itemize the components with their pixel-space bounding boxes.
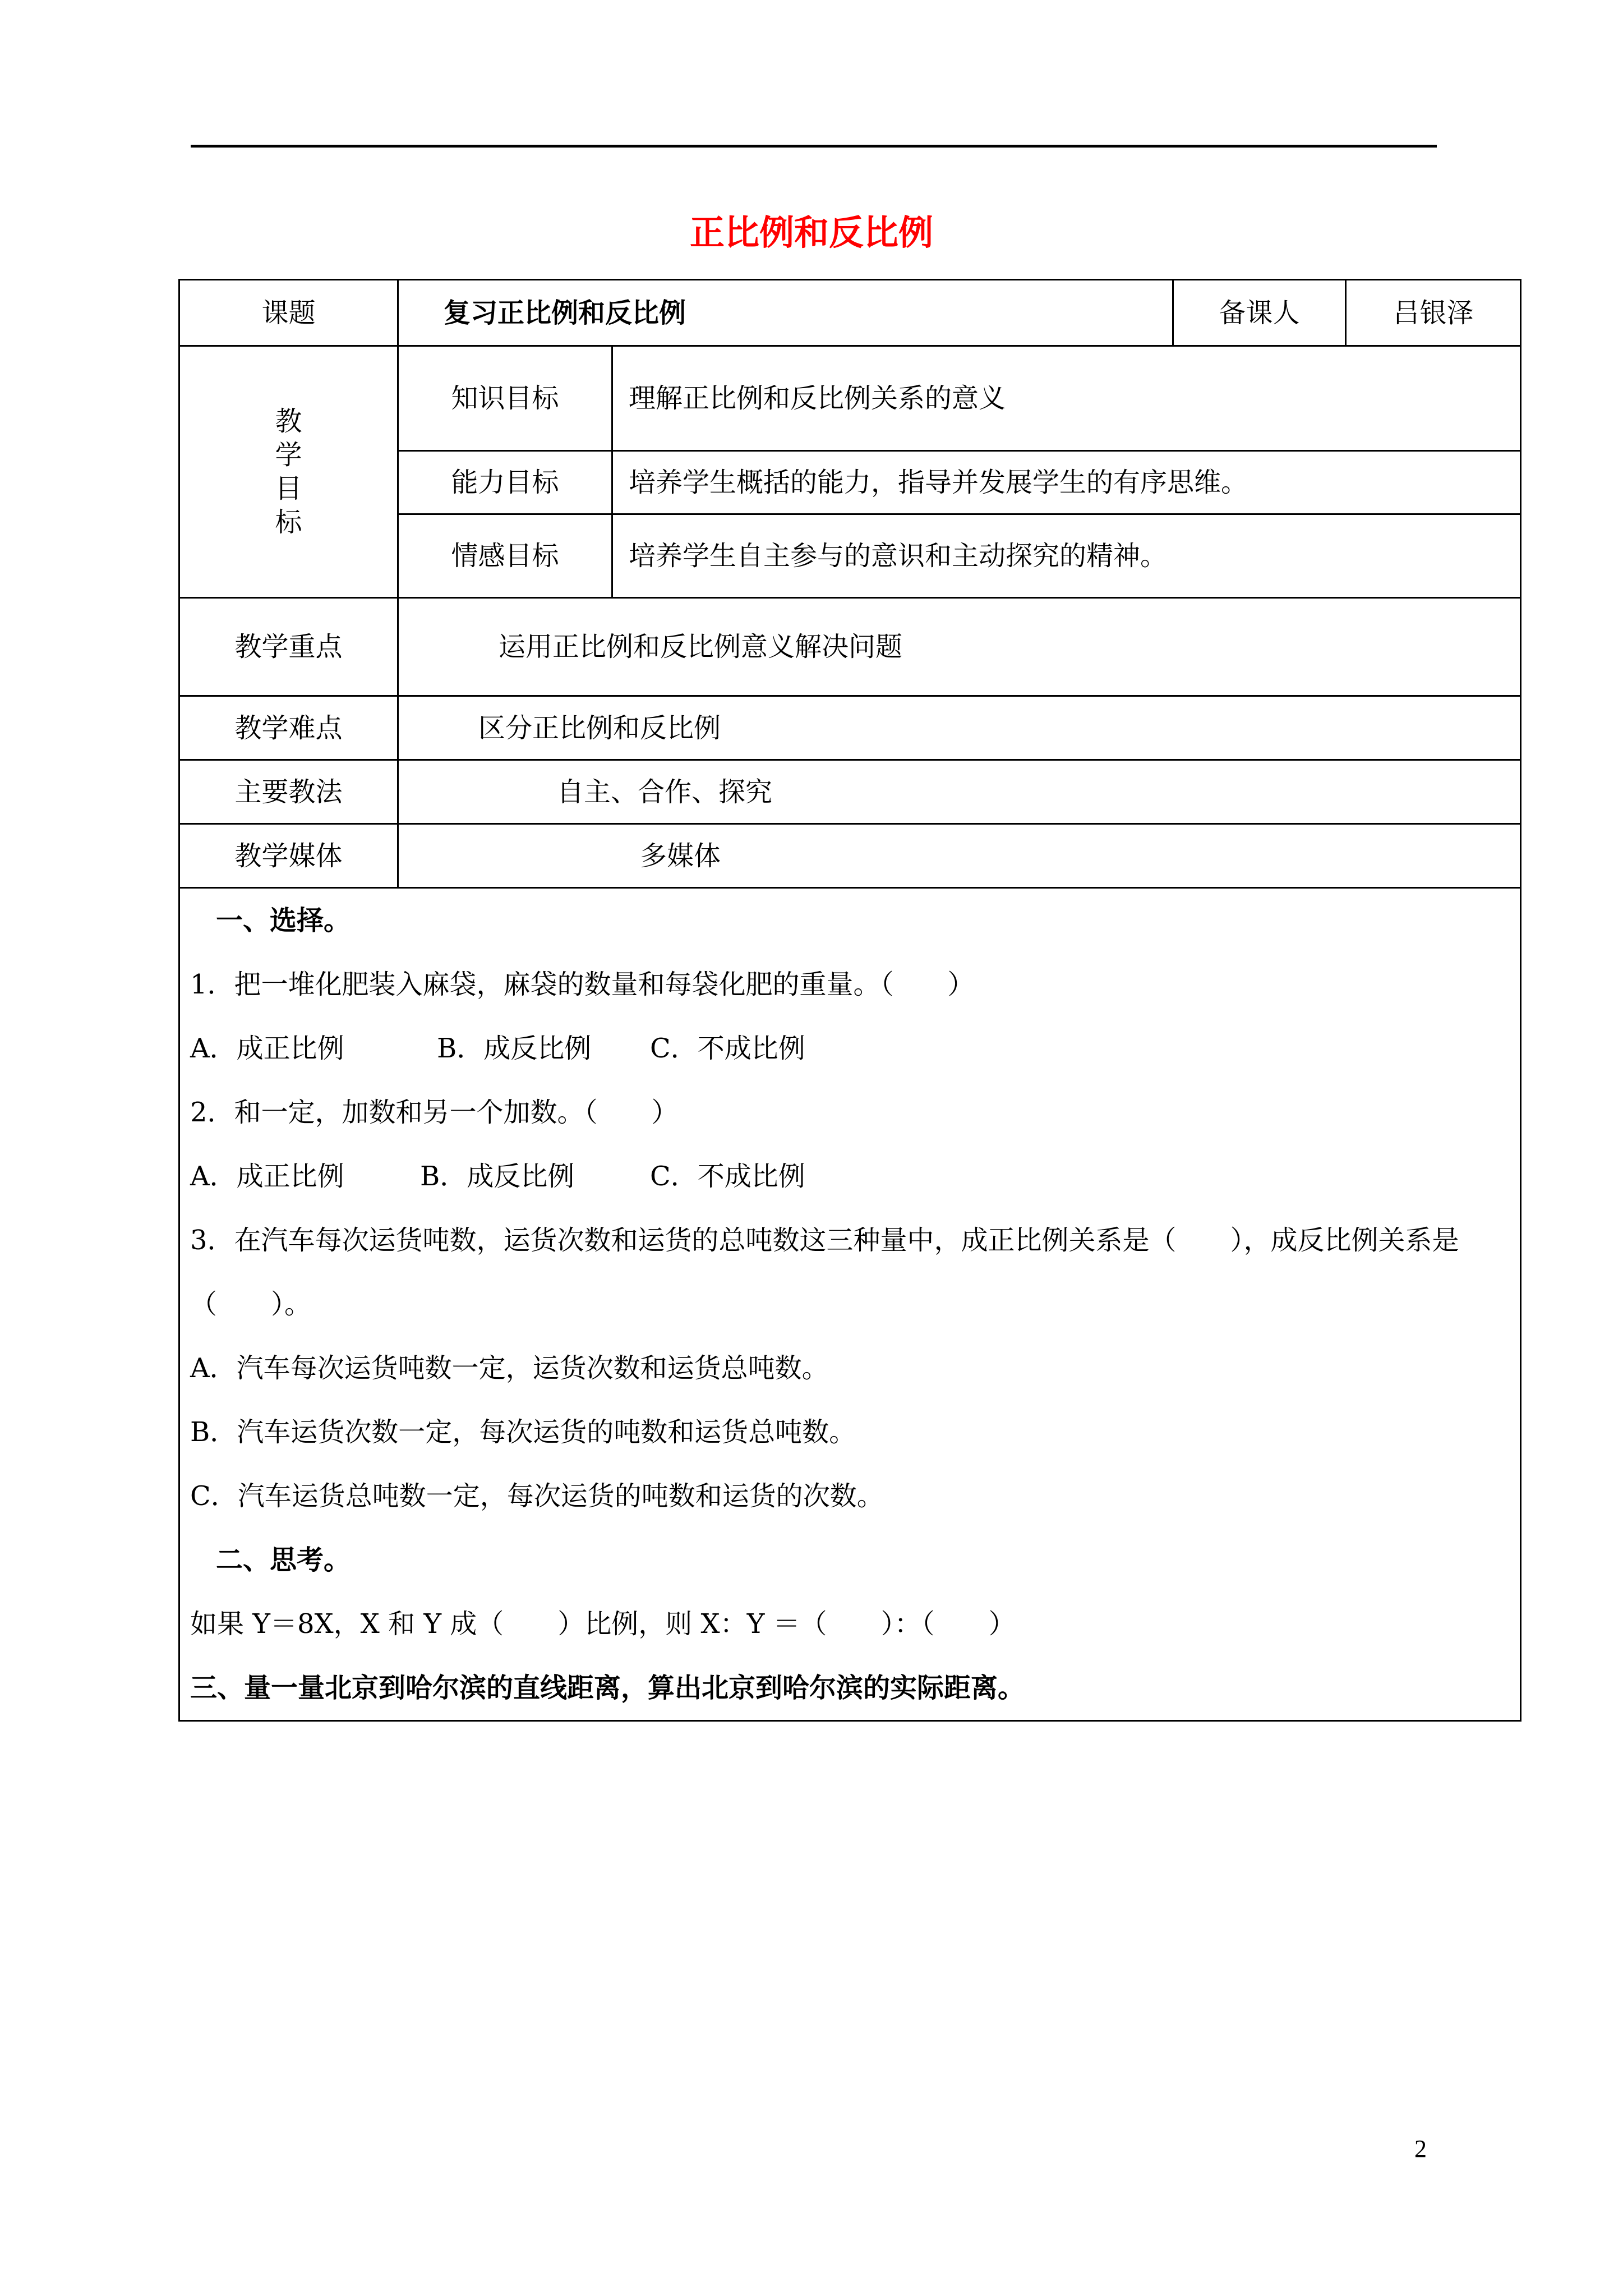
question-2: 2．和一定，加数和另一个加数。（ ） — [190, 1097, 679, 1128]
option: B．成反比例 — [437, 1033, 592, 1064]
question-1: 1．把一堆化肥装入麻袋，麻袋的数量和每袋化肥的重量。（ ） — [190, 969, 975, 1000]
goal-label: 能力目标 — [398, 451, 612, 514]
preparer-value: 吕银泽 — [1346, 280, 1521, 346]
method-label: 主要教法 — [179, 760, 398, 824]
preparer-label: 备课人 — [1173, 280, 1346, 346]
difficulty-value: 区分正比例和反比例 — [398, 696, 1521, 760]
option: A．成正比例 — [190, 1033, 344, 1064]
media-label: 教学媒体 — [179, 824, 398, 888]
question-2-options — [190, 1144, 1510, 1208]
page-number: 2 — [1414, 2135, 1427, 2162]
question-3-line-1: 3．在汽车每次运货吨数，运货次数和运货的总吨数这三种量中，成正比例关系是（ ），成反比例关系是 — [190, 1225, 1459, 1256]
question-1-options — [190, 1016, 1510, 1080]
header-rule — [191, 145, 1437, 148]
option: C．不成比例 — [650, 1033, 805, 1064]
option: B．成反比例 — [420, 1161, 575, 1192]
difficulty-row — [179, 696, 1521, 760]
question-3-line-2: （ ）。 — [190, 1289, 312, 1320]
topic-value: 复习正比例和反比例 — [398, 280, 1173, 346]
question-3-option-b: B．汽车运货次数一定，每次运货的吨数和运货总吨数。 — [190, 1416, 856, 1448]
goal-label: 知识目标 — [398, 346, 612, 451]
section-2-title: 二、思考。 — [216, 1544, 351, 1576]
media-row — [179, 824, 1521, 888]
goal-row-knowledge — [179, 346, 1521, 451]
option: C．不成比例 — [650, 1161, 805, 1192]
method-value: 自主、合作、探究 — [398, 760, 1521, 824]
topic-row — [179, 280, 1521, 346]
goal-label: 情感目标 — [398, 514, 612, 598]
section-1-title: 一、选择。 — [216, 905, 351, 936]
section-3-title: 三、量一量北京到哈尔滨的直线距离，算出北京到哈尔滨的实际距离。 — [190, 1672, 1025, 1704]
topic-label: 课题 — [179, 280, 398, 346]
key-point-row — [179, 598, 1521, 696]
difficulty-label: 教学难点 — [179, 696, 398, 760]
lesson-plan-table — [178, 279, 1521, 1722]
goal-value: 理解正比例和反比例关系的意义 — [612, 346, 1521, 451]
key-point-label: 教学重点 — [179, 598, 398, 696]
think-question: 如果 Y＝8X，X 和 Y 成（ ）比例，则 X：Y ＝（ ）：（ ） — [190, 1608, 1016, 1640]
exercises-cell — [179, 888, 1521, 1721]
key-point-value: 运用正比例和反比例意义解决问题 — [398, 598, 1521, 696]
teaching-goals-label: 教 学 目 标 — [179, 346, 398, 598]
question-3-option-a: A．汽车每次运货吨数一定，运货次数和运货总吨数。 — [190, 1352, 829, 1384]
goal-value: 培养学生概括的能力，指导并发展学生的有序思维。 — [612, 451, 1521, 514]
goal-value: 培养学生自主参与的意识和主动探究的精神。 — [612, 514, 1521, 598]
question-3-option-c: C．汽车运货总吨数一定，每次运货的吨数和运货的次数。 — [190, 1480, 884, 1512]
exercises-row — [179, 888, 1521, 1721]
method-row — [179, 760, 1521, 824]
option: A．成正比例 — [190, 1161, 344, 1192]
document-title: 正比例和反比例 — [689, 212, 933, 253]
media-value: 多媒体 — [398, 824, 1521, 888]
